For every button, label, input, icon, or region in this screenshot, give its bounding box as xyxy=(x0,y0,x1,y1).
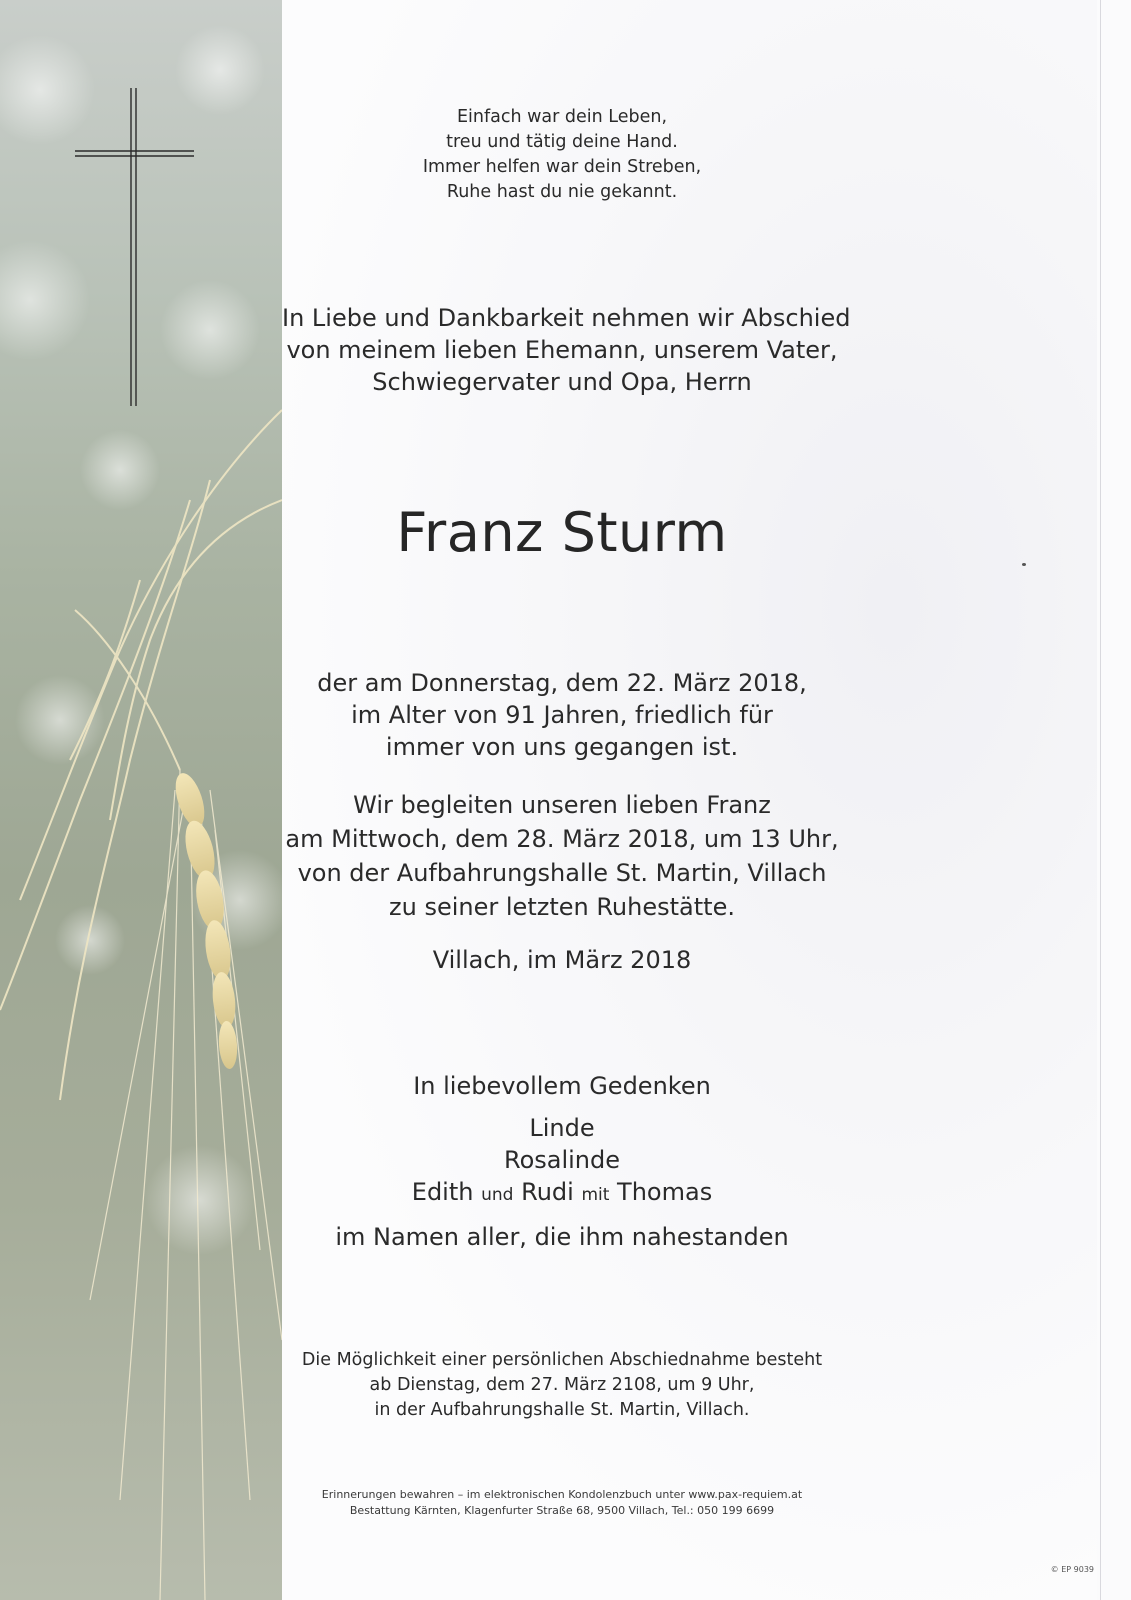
funeral-line: am Mittwoch, dem 28. März 2018, um 13 Uhr, xyxy=(285,825,839,853)
wheat-illustration xyxy=(0,0,282,1600)
funeral-line: zu seiner letzten Ruhestätte. xyxy=(389,893,735,921)
funeral-details xyxy=(282,788,842,924)
viewing-line: Die Möglichkeit einer persönlichen Abschiednahme besteht xyxy=(301,1350,823,1370)
mourner-name: Thomas xyxy=(617,1178,713,1206)
intro-line: In Liebe und Dankbarkeit nehmen wir Abschied xyxy=(282,304,851,332)
intro-line: von meinem lieben Ehemann, unserem Vater, xyxy=(286,336,838,364)
bokeh-light xyxy=(55,905,125,975)
death-line: im Alter von 91 Jahren, friedlich für xyxy=(351,701,773,729)
death-notice xyxy=(282,667,842,763)
viewing-notice xyxy=(282,1348,842,1423)
intro-line: Schwiegervater und Opa, Herrn xyxy=(372,368,752,396)
verse-line: treu und tätig deine Hand. xyxy=(446,132,678,152)
verse-line: Immer helfen war dein Streben, xyxy=(422,157,702,177)
deceased-name: Franz Sturm xyxy=(396,501,728,564)
connector-word: und xyxy=(481,1185,514,1205)
viewing-line: ab Dienstag, dem 27. März 2108, um 9 Uhr, xyxy=(369,1375,755,1395)
mourner-name: Rosalinde xyxy=(503,1146,621,1174)
death-line: der am Donnerstag, dem 22. März 2018, xyxy=(317,669,807,697)
mourners-heading: In liebevollem Gedenken xyxy=(413,1072,711,1100)
memorial-verse xyxy=(282,105,842,205)
print-speck xyxy=(1022,563,1026,566)
viewing-line: in der Aufbahrungshalle St. Martin, Villach. xyxy=(374,1400,750,1420)
mourner-name: Edith xyxy=(411,1178,474,1206)
death-line: immer von uns gegangen ist. xyxy=(385,733,739,761)
footer-info xyxy=(282,1487,842,1519)
bokeh-light xyxy=(160,280,260,380)
verse-line: Ruhe hast du nie gekannt. xyxy=(446,182,678,202)
print-code: © EP 9039 xyxy=(1050,1565,1094,1574)
footer-line: Bestattung Kärnten, Klagenfurter Straße 68, 9500 Villach, Tel.: 050 199 6699 xyxy=(349,1504,775,1517)
farewell-intro xyxy=(282,302,851,398)
mourner-family-line xyxy=(282,1176,842,1211)
bokeh-light xyxy=(0,240,90,360)
bokeh-light xyxy=(0,35,95,145)
page-edge-line xyxy=(1100,0,1101,1600)
funeral-line: Wir begleiten unseren lieben Franz xyxy=(353,791,771,819)
mourner-name: Linde xyxy=(529,1114,595,1142)
mourners-block xyxy=(282,1070,842,1253)
bokeh-light xyxy=(145,1145,255,1255)
bokeh-light xyxy=(80,430,160,510)
footer-line: Erinnerungen bewahren – im elektronischen Kondolenzbuch unter www.pax-requiem.at xyxy=(321,1488,803,1501)
bokeh-light xyxy=(175,25,265,115)
verse-line: Einfach war dein Leben, xyxy=(456,107,668,127)
mourners-closing: im Namen aller, die ihm nahestanden xyxy=(335,1223,789,1251)
funeral-line: von der Aufbahrungshalle St. Martin, Villach xyxy=(297,859,827,887)
place-and-date: Villach, im März 2018 xyxy=(432,946,692,974)
obituary-content xyxy=(282,0,851,1600)
wheat-image-strip xyxy=(0,0,282,1600)
mourner-name: Rudi xyxy=(521,1178,574,1206)
connector-word: mit xyxy=(581,1185,610,1205)
